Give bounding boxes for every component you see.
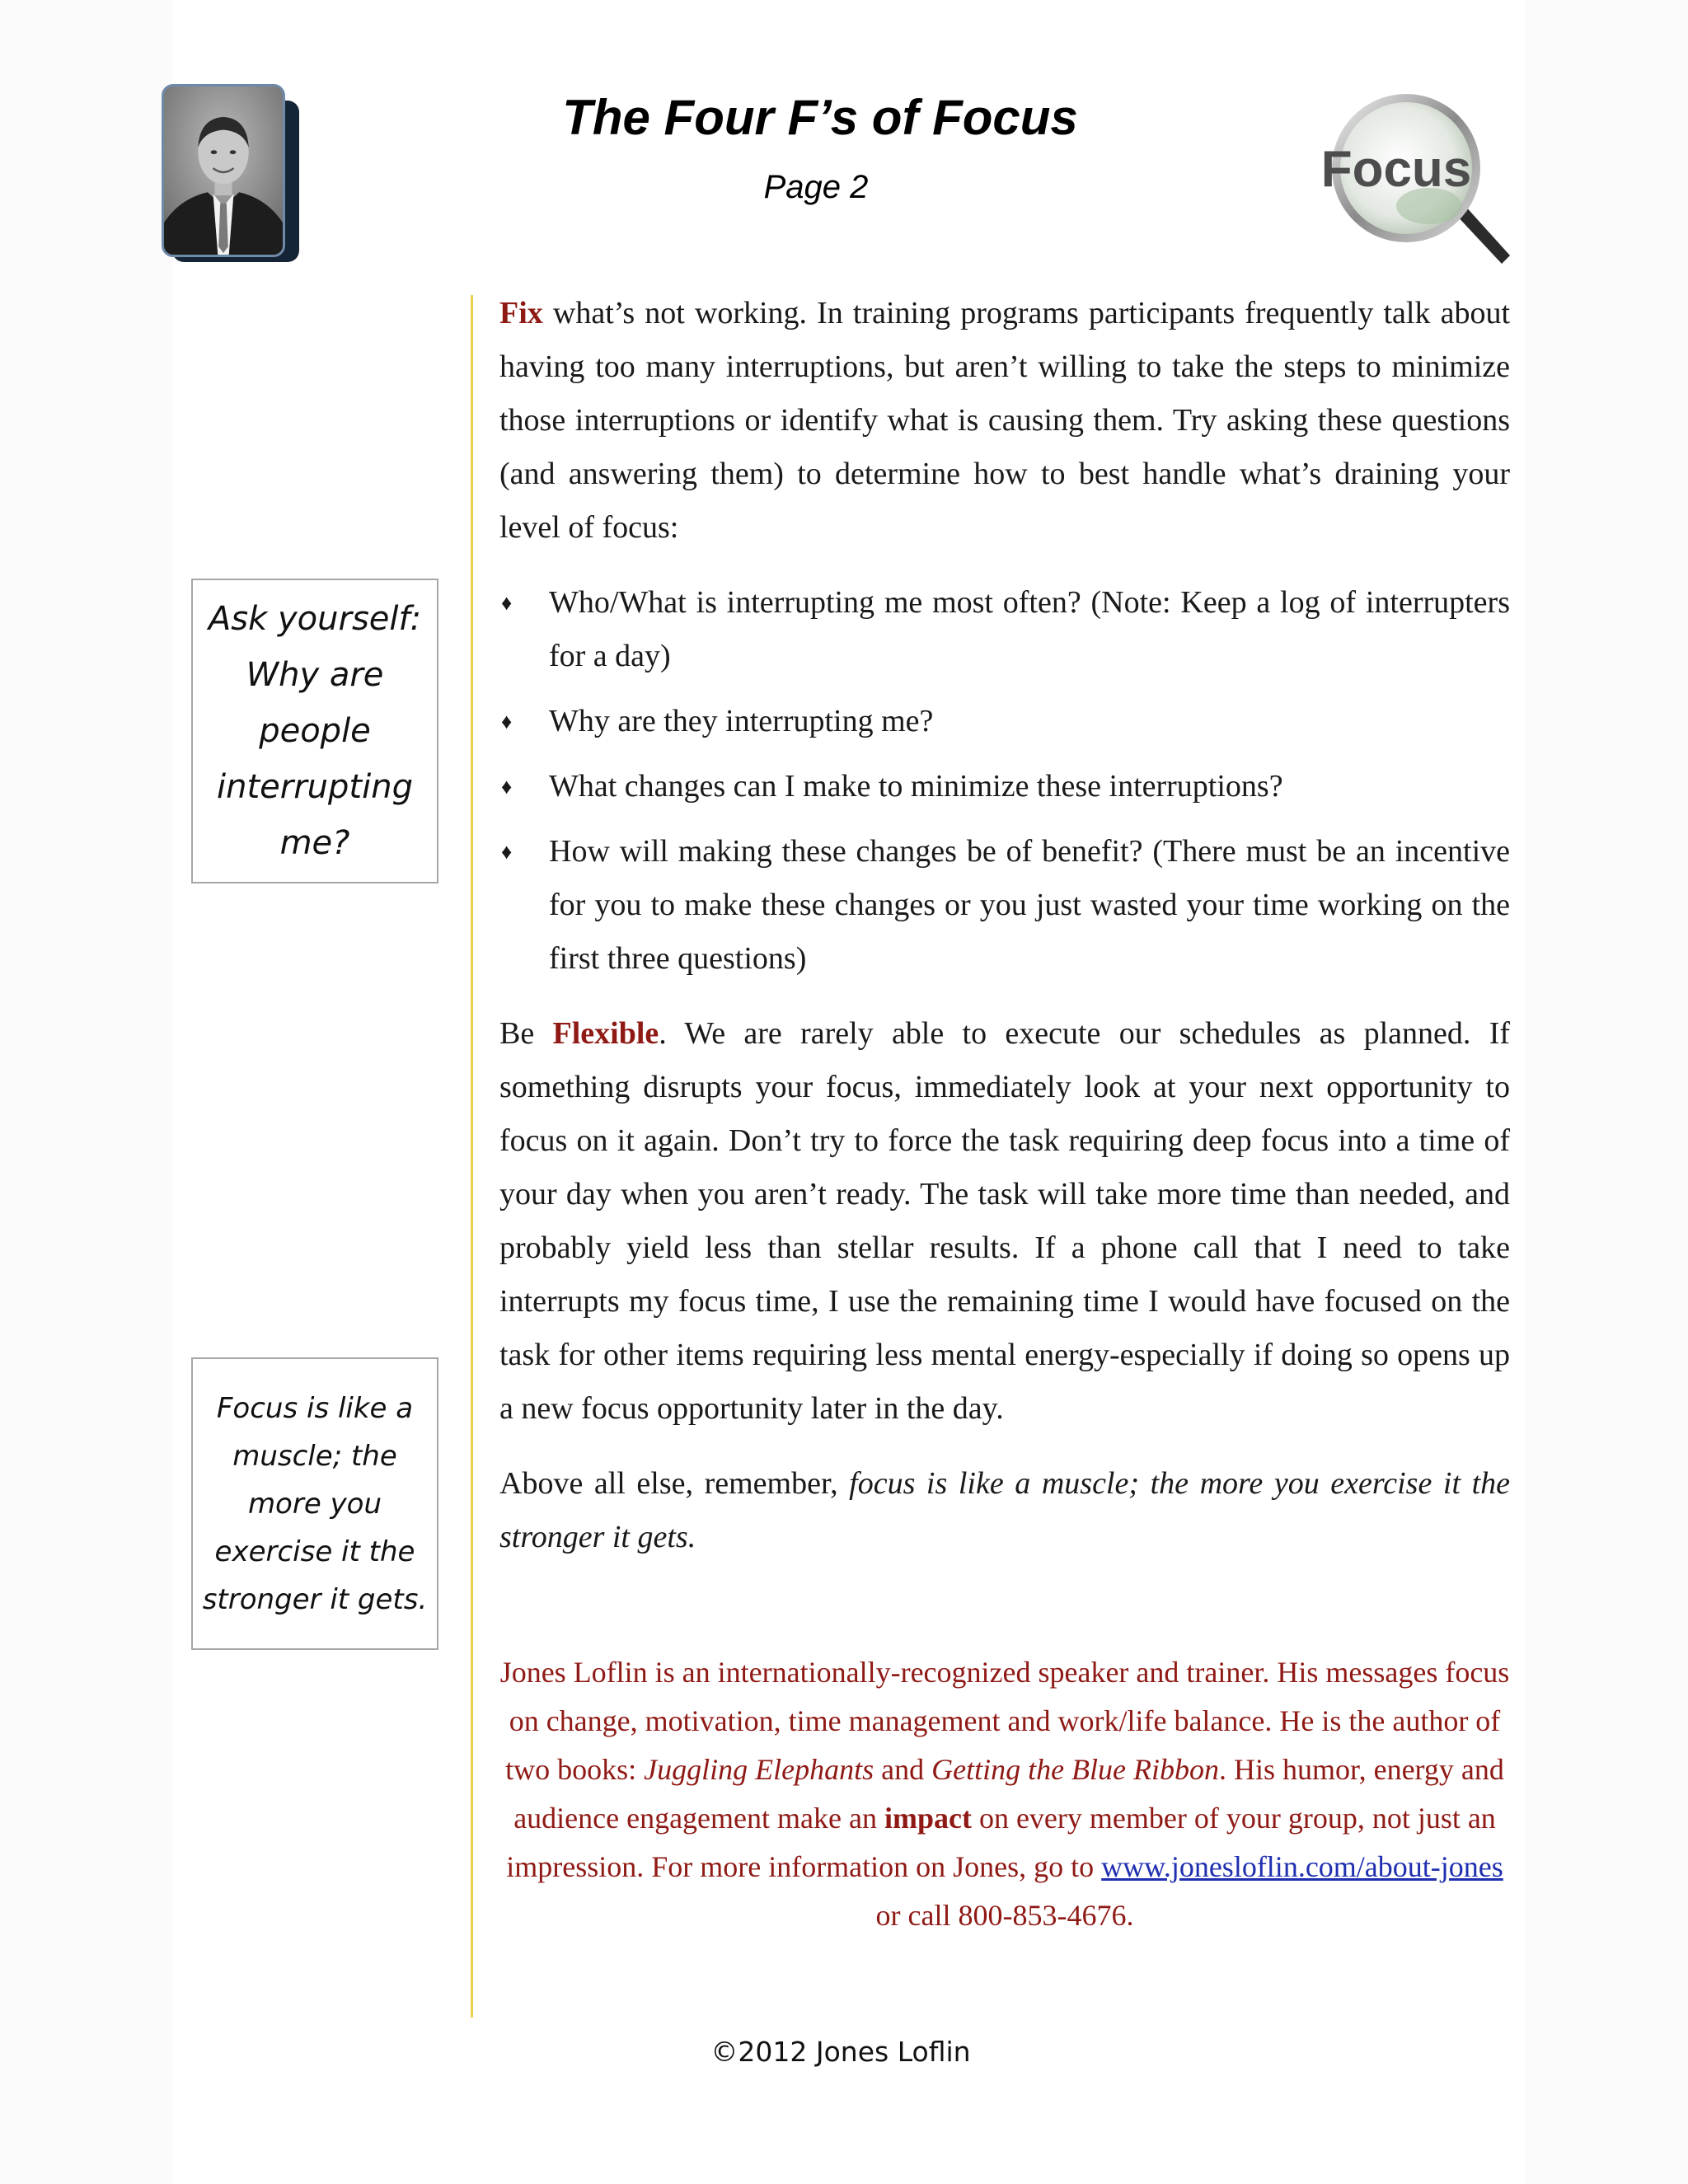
- callout-line: stronger it gets.: [202, 1582, 428, 1616]
- callout-line: people: [259, 712, 371, 750]
- list-item-text: What changes can I make to minimize these interruptions?: [549, 769, 1283, 804]
- diamond-bullet-icon: ♦: [501, 710, 513, 733]
- bio-text: or call 800-853-4676.: [875, 1899, 1134, 1932]
- book-title: Getting the Blue Ribbon: [931, 1753, 1220, 1786]
- flexible-paragraph: [499, 1007, 1510, 1436]
- list-item-text: How will making these changes be of benefit? (There must be an incentive for you to make these changes or you just wasted your time working on the first three questions): [549, 834, 1510, 976]
- question-list: [499, 576, 1510, 986]
- closing-paragraph: [499, 1457, 1510, 1564]
- column-divider: [471, 295, 473, 2018]
- page-number: Page 2: [763, 169, 869, 205]
- list-item: [499, 576, 1510, 683]
- bio-text: and: [874, 1753, 932, 1786]
- bio-text: . His humor, energy and audience engagement make an: [513, 1753, 1504, 1835]
- closing-quote: focus is like a muscle; the more you exercise it the stronger it gets.: [499, 1466, 1510, 1554]
- bio-impact-word: impact: [884, 1802, 972, 1835]
- closing-lead: Above all else, remember,: [499, 1466, 850, 1501]
- about-jones-link[interactable]: www.jonesloflin.com/about-jones: [1101, 1850, 1503, 1883]
- author-portrait: [162, 84, 285, 257]
- author-photo: [162, 84, 298, 260]
- list-item: [499, 760, 1510, 813]
- author-bio: [499, 1648, 1510, 1940]
- flexible-keyword: Flexible: [552, 1016, 659, 1051]
- list-item-text: Who/What is interrupting me most often? (Note: Keep a log of interrupters for a day): [549, 585, 1510, 673]
- callout-line: Ask yourself:: [208, 600, 422, 638]
- callout-line: exercise it the: [214, 1535, 415, 1568]
- diamond-bullet-icon: ♦: [501, 591, 513, 615]
- callout-line: Focus is like a: [216, 1391, 414, 1425]
- callout-line: Why are: [246, 656, 384, 694]
- book-title: Juggling Elephants: [644, 1753, 874, 1786]
- callout-line: muscle; the: [232, 1439, 397, 1473]
- focus-magnifier-logo: [1314, 82, 1515, 272]
- main-content: [499, 287, 1510, 1586]
- fix-paragraph: [499, 287, 1510, 555]
- page-title: The Four F’s of Focus: [562, 90, 1078, 145]
- copyright-footer: ©2012 Jones Loflin: [710, 2036, 971, 2068]
- diamond-bullet-icon: ♦: [501, 840, 513, 864]
- flexible-text: . We are rarely able to execute our schedules as planned. If something disrupts your focus, immediately look at your next opportunity to focus on it again. Don’t try to force the task requiring deep focus into a time of your day when you aren’t ready. The task will take more time than needed, and probably yield less than stellar results. If a phone call that I need to take interrupts my focus time, I use the remaining time I would have focused on the task for other items requiring less mental energy-especially if doing so opens up a new focus opportunity later in the day.: [499, 1016, 1511, 1426]
- bio-text: Jones Loflin is an internationally-recognized speaker and trainer. His messages focus on change, motivation, time management and work/life balance. He is the author of two books:: [499, 1656, 1510, 1786]
- callout-line: interrupting: [217, 768, 413, 806]
- callout-ask-yourself: [191, 579, 438, 883]
- fix-text: what’s not working. In training programs participants frequently talk about having too many interruptions, but aren’t willing to take the steps to minimize those interruptions or identify what is causing them. Try asking these questions (and answering them) to determine how to best handle what’s draining your level of focus:: [499, 296, 1510, 545]
- callout-focus-muscle: [191, 1357, 438, 1650]
- flexible-lead: Be: [499, 1016, 553, 1051]
- list-item: [499, 695, 1510, 748]
- logo-text: Focus: [1320, 141, 1472, 198]
- list-item-text: Why are they interrupting me?: [549, 704, 934, 738]
- bio-text: on every member of your group, not just an impression. For more information on Jones, go to: [506, 1802, 1496, 1883]
- callout-line: more you: [247, 1487, 382, 1521]
- fix-keyword: Fix: [499, 296, 543, 330]
- list-item: [499, 825, 1510, 986]
- callout-line: me?: [279, 824, 350, 862]
- diamond-bullet-icon: ♦: [501, 775, 513, 799]
